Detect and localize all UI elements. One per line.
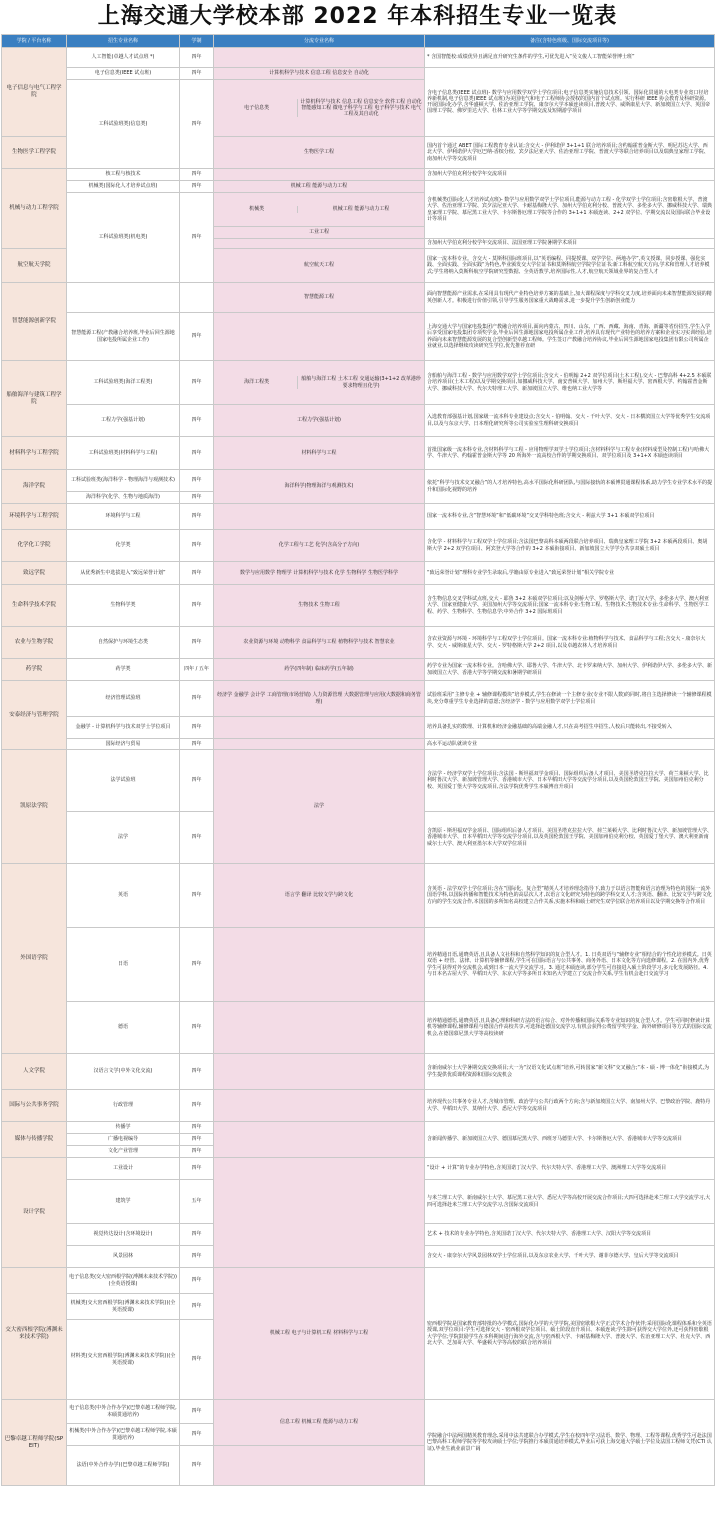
table-row [2, 283, 715, 313]
years-cell: 四年 [180, 1424, 214, 1446]
table-row [2, 169, 715, 181]
major-cell: 金融学 - 计算机科学与技术双学士学位项目 [67, 717, 180, 739]
table-row [2, 659, 715, 681]
years-cell: 四年 [180, 1054, 214, 1090]
years-cell: 四年 [180, 181, 214, 193]
sub-cell: 机械工程 能源与动力工程 [214, 181, 425, 193]
school-cell: 机械与动力工程学院 [2, 169, 67, 249]
major-cell: 海洋科学(化学、生物与地质海洋) [67, 492, 180, 504]
major-cell: 工程力学(强基计划) [67, 405, 180, 437]
note-cell: 国内首个通过 ABET 国际工程教育专业认证;含交大 - 伊利诺伊 3+1+1 联合培养项目;含约翰霍普金斯大学、明尼苏达大学、西北大学、伊利诺伊大学厄巴纳-香槟分校、宾夕法尼亚大学、佐治亚理工学院、普渡大学等联合培养项目以及瑞典皇家理工学院、南加州大学等交流项目 [425, 137, 715, 169]
major-cell: 生物科学类 [67, 585, 180, 627]
years-cell: 四年 [180, 1320, 214, 1400]
years-cell: 四年 [180, 530, 214, 562]
table-row [2, 1400, 715, 1424]
sub-cell: 生物医学工程 [214, 137, 425, 169]
major-cell: 智慧能源工程(产教融合培养班,毕业后回生源地国家电投所属企业工作) [67, 313, 180, 361]
table-row [2, 437, 715, 470]
years-cell: 四年 [180, 1122, 214, 1134]
note-cell: 与米兰理工大学、新南威尔士大学、慕尼黑工业大学、悉尼大学等高校开展交流合作项目;大四可选择赴米兰理工大学交流学习,大四可选择赴米兰理工大学交流学习,含国际交流项目 [425, 1180, 715, 1224]
sub-cell: 计算机科学与技术 信息工程 信息安全 自动化 [214, 68, 425, 80]
sub-cell: 法学 [214, 750, 425, 864]
header-school: 学院 / 平台名称 [2, 35, 67, 48]
table-row [2, 681, 715, 717]
years-cell: 四年 / 五年 [180, 659, 214, 681]
major-cell: 工科试验班类(机电类) [67, 193, 180, 283]
years-cell: 四年 [180, 504, 214, 530]
note-cell: 艺术 + 技术的专业办学特色,含英国诺丁汉大学、代尔夫特大学、香港理工大学、汉阳大学等交流项目 [425, 1224, 715, 1246]
sub-cell: 材料科学与工程 [214, 437, 425, 470]
sub-cell: 化学工程与工艺 化学(含高分子方向) [214, 530, 425, 562]
years-cell: 五年 [180, 1180, 214, 1224]
note-cell: 含凯原 - 斯坦福双学金项目、国际组织后备人才项目、美国圣塔克拉拉大学、荷兰莱顿大学、比利时鲁汶大学、新加坡管理大学、香港城市大学、日本早稻田大学等交流学分项目,以及英国伦敦国王学院、美国加州伯克利分校、英国爱丁堡大学、澳大利亚新南威尔士大学、澳大利亚墨尔本大学双学位项目 [425, 812, 715, 864]
sub-cell [214, 739, 425, 750]
school-cell: 凯原法学院 [2, 750, 67, 864]
sub-cell [214, 1158, 425, 1268]
sub-cell: 工业工程 [214, 227, 425, 239]
years-cell: 四年 [180, 739, 214, 750]
table-row [2, 504, 715, 530]
years-cell: 四年 [180, 80, 214, 169]
sub-cell: 数学与应用数学 物理学 计算机科学与技术 化学 生物科学 生物医学科学 [214, 562, 425, 585]
note-cell: 培养精通日语,通晓英语,且具备人文社科和自然科学知识的复合型人才。1. 日英双语与“辅修专业”相结合的个性化培养模式。日英双语 + 经管、法律、计算机等辅修课程,学生可在国际语言与公共事务、商务外语、日本文化等方向选修课程。2. 在国内外,优秀学生可获得对外交流机会,或到日本一流大学交流学习。3. 通过本硕连读,部分学生可直接进入硕士阶段学习,多元化发展路径。4. 与日本名古屋大学、早稻田大学、东京大学等多所日本知名大学建立了交流合作关系,学生有机会赴日交流学习 [425, 928, 715, 1002]
note-cell: 面向智慧能源产业需求,在采用具有现代产业特色培养方案的基础上,加大课程深度与学科交叉力度,培养面向未来智慧能源发展的精英创新人才。积极进行价值引领,引导学生服务国家重大战略需求,进一步提升学生创新创业能力 [425, 283, 715, 313]
header-sub: 分流专业名称 [214, 35, 425, 48]
major-cell: 经济管理试验班 [67, 681, 180, 717]
note-cell: 含船舶与海洋工程 - 数学与应用数学双学士学位项目;含交大 - 伯明翰 2+2 双学位项目(土木工程),交大 - 巴黎高科 4+2.5 本硕联合培养项目(土木工程)以及学期交换项目,如挪威科技大学、南安普顿大学、加州大学、斯坦福大学、密西根大学、约翰霍普金斯大学、挪威科技大学、代尔夫特理工大学、新加坡国立大学、维也纳工业大学等 [425, 361, 715, 405]
major-cell: 机械类(国际化人才培养试点班) [67, 181, 180, 193]
years-cell: 四年 [180, 812, 214, 864]
major-cell: 工科试验班类(海洋科学 - 物理海洋与观测技术) [67, 470, 180, 492]
years-cell: 四年 [180, 1002, 214, 1054]
sub-cell: 工程力学(强基计划) [214, 405, 425, 437]
note-cell: 含生物信息交叉学科试点班,交大 - 耶鲁 3+2 本硕双学位项目;以及剑桥大学、罗格斯大学、诺丁汉大学、多伦多大学、澳大利亚大学、国家亚健康大学、美国加州大学等交流项目;国家一流本科专业:生物工程、生物技术;生物技术专业:生命科学、生物医学工程、药学、生物科学、生物信息学;中外合作 3+2 国际班项目 [425, 585, 715, 627]
table-row [2, 313, 715, 361]
note-cell: 含新闻传播学、新加坡国立大学、德国慕尼黑大学、西班牙马德里大学、卡尔斯鲁厄大学、香港城市大学等交流项目 [425, 1122, 715, 1158]
school-cell: 安泰经济与管理学院 [2, 681, 67, 750]
years-cell: 四年 [180, 1246, 214, 1268]
note-cell: 含加州大学伯克利分校学年交流项目 [425, 169, 715, 181]
note-cell: 含加州大学伯克利分校学年交流项目、法国亚理工学院暑期学术项目 [425, 239, 715, 249]
sub-cell [214, 48, 425, 68]
table-row [2, 361, 715, 405]
sub-category: 海洋工程类 [244, 379, 270, 386]
years-cell: 四年 [180, 1224, 214, 1246]
note-cell: 依托“科学与技术交叉融合”的人才培养特色,高水平国际化科研团队,与国际接轨的本硕博贯通课程体系,助力学生专业学术水平的提升和国际化视野的培养 [425, 470, 715, 504]
table-row [2, 68, 715, 80]
years-cell: 四年 [180, 1268, 214, 1294]
years-cell: 四年 [180, 313, 214, 361]
table-row [2, 1122, 715, 1134]
years-cell: 四年 [180, 361, 214, 405]
note-cell: 培养现代公共事务专业人才,含城市管理、政治学与公共行政两个方向;含与新加坡国立大学、南加州大学、巴黎政治学院、鹿特丹大学、早稻田大学、莫纳什大学、悉尼大学等交流项目 [425, 1090, 715, 1122]
sub-cell: 信息工程 机械工程 能源与动力工程 [214, 1400, 425, 1446]
years-cell: 四年 [180, 193, 214, 283]
sub-cell [214, 504, 425, 530]
sub-cell: 智慧能源工程 [214, 283, 425, 313]
note-cell: 国家一流本科专业。含交大 - 莫斯科国际班项目,以“英语编程、同提授课、双学学位、两地办学”,英文授课、同步授课、强化实践、全面实践、全面实践“为特色,毕业颁发交大学位证书和莫斯科航空学院学位证书;新工科航空航天方向,学术和管理人才培养模式;学生将纳入莫斯科航空学院研究型数据、全英语教学,培养国际性,人才,航空航天领域业界的复合型人才 [425, 249, 715, 283]
years-cell: 四年 [180, 585, 214, 627]
school-cell: 巴黎卓越工程师学院(SPEIT) [2, 1400, 67, 1486]
header-notes: 备注(含特色班级、国际交流项目等) [425, 35, 715, 48]
table-row [2, 627, 715, 659]
table-header-row [2, 35, 715, 48]
table-row [2, 470, 715, 492]
note-cell: 入选教育部强基计划,国家级一流本科专业建设点;含交大 - 伯明翰、交大 - 千叶大学、交大 - 日本横滨国立大学等优秀学生交流项目,以及与东京大学、日本理化研究所等公司实验室生理科研交换项目 [425, 405, 715, 437]
sub-cell: 生物技术 生物工程 [214, 585, 425, 627]
major-cell: 法学 [67, 812, 180, 864]
note-cell: 培养具备扎实的数理、计算机和经济金融基础的高端金融人才,只在高考招生中招生,人校后只能转出,不接受转入 [425, 717, 715, 739]
years-cell: 四年 [180, 1134, 214, 1146]
sub-cell: 语言学 翻译 比较文学与跨文化 [214, 864, 425, 928]
note-cell: 学院融合中法两国精英教育理念,采用中法共建联合办学模式,学生在校四年学习法语、数学、物理、工程等课程,优秀学生可赴法国巴黎高科工程师学院等学校攻读硕士学位;学院推行本硕贯通培养模式,毕业后可获上海交通大学硕士学位及法国工程师文凭(CTI 认证),毕业生就业前景广阔 [425, 1400, 715, 1486]
note-cell: 试验班采用“主修专业 + 辅修课程模块”培养模式,学生在修读一个主修专业(专业不限人数)的同时,将自主选择修读一个辅修课程模块,充分尊重学生专业选择的意愿;含经济学 - 数学与应用数学双学士学位项目 [425, 681, 715, 717]
table-row [2, 1054, 715, 1090]
note-cell: “致远荣誉计划”理科专业学生录取后,学籍由原专业进入“致远荣誉计划”相关学院专业 [425, 562, 715, 585]
major-cell: 文化产业管理 [67, 1146, 180, 1158]
major-cell: 工科试验班类(海洋工程类) [67, 361, 180, 405]
school-cell: 海洋学院 [2, 470, 67, 504]
note-cell: 国家一流本科专业,含“智慧环境”和“低碳环境”交叉学科特色班;含交大 - 利兹大学 3+1 本硕双学位项目 [425, 504, 715, 530]
school-cell: 航空航天学院 [2, 249, 67, 283]
major-cell: 行政管理 [67, 1090, 180, 1122]
major-cell: 核工程与核技术 [67, 169, 180, 181]
table-row [2, 181, 715, 193]
major-cell: 汉语言文学(中外文化交流) [67, 1054, 180, 1090]
sub-cell [214, 193, 425, 227]
sub-list: 船舶与海洋工程 土木工程 交通运输(3+1+2 改革港珍要求物理且化学) [297, 376, 422, 389]
header-years: 学制 [180, 35, 214, 48]
major-cell: 英语 [67, 864, 180, 928]
sub-cell: 经济学 金融学 会计学 工商管理(市场营销) 人力资源管理 大数据管理与应用(大数据和商务管理) [214, 681, 425, 717]
years-cell: 四年 [180, 1146, 214, 1158]
school-cell: 外国语学院 [2, 864, 67, 1054]
major-cell: 机械类(交大密西根学院(溥渊未来技术学院))(全英语授课) [67, 1294, 180, 1320]
sub-cell [214, 80, 425, 137]
note-cell: “设计 + 计算”的专业办学特色,含英国诺丁汉大学、代尔夫特大学、香港理工大学、澳洲理工大学等交流项目 [425, 1158, 715, 1180]
table-row [2, 48, 715, 68]
school-cell: 环境科学与工程学院 [2, 504, 67, 530]
major-cell: 国际经济与贸易 [67, 739, 180, 750]
major-cell: 德语 [67, 1002, 180, 1054]
sub-cell [214, 1446, 425, 1486]
sub-cell [214, 1002, 425, 1054]
note-cell: 上海交通大学与国家电投集团产教融合培养项目,面向内蒙古、四川、山东、广西、西藏、海南、青海、新疆等省份招生,学生入学后享受国家电投集团专项奖学金,毕业后回生源地国家电投所属企业工作,培养具有现代产业特色的培养方案和企业实习实训经验,培养面向未来智慧能源发展的复合型创新型卓越工程师。学生签订产教融合培养协议,毕业后回生源地国家电投集团有限公司所属企业就业,以选择继续攻读研究生学位,优先推荐直研 [425, 313, 715, 361]
sub-cell [214, 239, 425, 249]
sub-category: 电子信息类 [244, 104, 270, 111]
table-row [2, 1090, 715, 1122]
table-row [2, 405, 715, 437]
years-cell: 四年 [180, 1158, 214, 1180]
major-cell: 风景园林 [67, 1246, 180, 1268]
school-cell: 电子信息与电气工程学院 [2, 48, 67, 137]
school-cell: 国际与公共事务学院 [2, 1090, 67, 1122]
school-cell: 化学化工学院 [2, 530, 67, 562]
major-cell: 电子信息类(交大密西根学院(溥渊未来技术学院))(全英语授课) [67, 1268, 180, 1294]
note-cell: 首批国家级一流本科专业,含材料科学与工程 - 应用物理学双学士学位项目;含材料科学与工程专业(材料成型及控制工程)与哈佛大学、牛津大学、约翰霍普金斯大学等 20 所海外一流高校合作的学期交换项目、双学位项目及 3+1+X 本硕连读项目 [425, 437, 715, 470]
major-cell: 材料类(交大密西根学院(溥渊未来技术学院))(全英语授课) [67, 1320, 180, 1400]
page-title: 上海交通大学校本部 2022 年本科招生专业一览表 [97, 4, 618, 29]
school-cell: 人文学院 [2, 1054, 67, 1090]
note-cell: 含法学 - 经济学双学士学位项目;含法国 - 斯坦福双学金项目、国际组织后备人才项目、美国圣塔克拉拉大学、荷兰莱顿大学、比利时鲁汶大学、新加坡管理大学、香港城市大学、日本早稻田大学等交流学分项目,以及英国伦敦国王学院、美国加州伯克利分校、英国爱丁堡大学等交流项目,含法学院优秀学生本硕博直升项目 [425, 750, 715, 812]
years-cell: 四年 [180, 1446, 214, 1486]
major-cell: 环境科学与工程 [67, 504, 180, 530]
major-cell: 药学类 [67, 659, 180, 681]
school-cell: 生物医学工程学院 [2, 137, 67, 169]
major-cell [67, 283, 180, 313]
years-cell: 四年 [180, 169, 214, 181]
sub-cell: 海洋科学(物理海洋与观测技术) [214, 470, 425, 504]
school-cell: 农业与生物学院 [2, 627, 67, 659]
years-cell: 四年 [180, 470, 214, 492]
table-row [2, 864, 715, 928]
years-cell: 四年 [180, 1294, 214, 1320]
note-cell: 含新南威尔士大学暑期交流交换项目;大一为“汉语文化试点班”培养,可转国家“新文科”交叉融合;“本 - 硕 - 博一体化”衔接模式,为学生提供优质课程资源和国际交流机会 [425, 1054, 715, 1090]
major-cell: 法语(中外合作办学)(巴黎卓越工程师学院) [67, 1446, 180, 1486]
table-row [2, 1158, 715, 1180]
school-cell: 材料科学与工程学院 [2, 437, 67, 470]
major-cell: 机械类(中外合作办学)(巴黎卓越工程师学院,本硕贯通培养) [67, 1424, 180, 1446]
years-cell: 四年 [180, 1090, 214, 1122]
note-cell: * 含国智能校:成绩优异且满足直升研究生条件的学生,可优先进入“吴文俊人工智能荣誉博士班” [425, 48, 715, 68]
years-cell: 四年 [180, 562, 214, 585]
years-cell: 四年 [180, 627, 214, 659]
table-row [2, 562, 715, 585]
years-cell: 四年 [180, 750, 214, 812]
school-cell: 船舶海洋与建筑工程学院 [2, 361, 67, 437]
years-cell: 四年 [180, 681, 214, 717]
table-row [2, 1268, 715, 1294]
school-cell: 设计学院 [2, 1158, 67, 1268]
school-cell: 交大密西根学院(溥渊未来技术学院) [2, 1268, 67, 1400]
years-cell: 四年 [180, 68, 214, 80]
sub-cell [214, 928, 425, 1002]
table-row [2, 739, 715, 750]
school-cell: 生命科学技术学院 [2, 585, 67, 627]
note-cell: 含英语 - 法学双学士学位项目;含在“国际化、复合型”精英人才培养理念指导下,致力于以语言智能和语言治理为特色的国际一流外国语学科,以国际传播和智能技术为特色的高层次人才,以语言文化研究为特色的跨学科交叉人才;含英语、翻译、比较文学与跨文化方向的学生交流合作,本国国的多所知名高校建立合作关系,实施本科和硕士研究生双学位联合培养项目以及学期交换等合作项目 [425, 864, 715, 928]
note-cell: 培养精通德语,通晓英语,且具备心理和科研方法的语言综合、对外传播和国际关系等专业知识的复合型人才。学生可同时修读计算机等辅修课程,辅修课程与德国合作高校共享,可选择赴德国交流学习,有机会获得公费留学奖学金、海外研修项目等方式的国际交流机会,在德国慕尼黑大学等高校读研 [425, 1002, 715, 1054]
years-cell: 四年 [180, 48, 214, 68]
sub-cell: 药学(四年制) 临床药学(五年制) [214, 659, 425, 681]
sub-category: 机械类 [249, 206, 265, 213]
school-cell: 药学院 [2, 659, 67, 681]
years-cell: 四年 [180, 1400, 214, 1424]
header-major: 招生专业名称 [67, 35, 180, 48]
sub-cell [214, 313, 425, 361]
table-row [2, 530, 715, 562]
major-cell: 工科试验班类(信息类) [67, 80, 180, 169]
major-cell: 电子信息类(中外合作办学)(巴黎卓越工程师学院,本硕贯通培养) [67, 1400, 180, 1424]
major-cell: 传播学 [67, 1122, 180, 1134]
major-cell: 视觉传达设计(含环境设计) [67, 1224, 180, 1246]
major-cell: 电子信息类(IEEE 试点班) [67, 68, 180, 80]
years-cell: 四年 [180, 405, 214, 437]
major-cell: 法学试验班 [67, 750, 180, 812]
sub-cell [214, 717, 425, 739]
note-cell: 含电子信息类(IEEE 试点班)- 数学与应用数学双学士学位项目;电子信息类实施信息技术引领、国际化贯通的大电类专业宽口径培养新机制,电子信息类(IEEE 试点班)为美国电气和电子工程师协会授权的国内首个试点班。实行科研 IEEE 协会教育及科研资源。开展国际化办学,含华盛顿大学、佐治亚理工学院、康奈尔大学本硕连读项目,普渡大学、威斯康星大学、新加坡国立大学、英国帝国理工学院、佛罗里达大学、杜林工业大学等学期交流及短期游学项目 [425, 68, 715, 137]
major-cell: 化学类 [67, 530, 180, 562]
sub-cell [214, 1090, 425, 1122]
sub-list: 机械工程 能源与动力工程 [297, 206, 422, 212]
table-row [2, 585, 715, 627]
school-cell: 智慧能源创新学院 [2, 283, 67, 361]
major-cell: 工业设计 [67, 1158, 180, 1180]
sub-cell [214, 169, 425, 181]
note-cell: 含交大 - 康奈尔大学风景园林双学士学位项目,以及东京农业大学、千叶大学、谢菲尔德大学、皇后大学等交流项目 [425, 1246, 715, 1268]
sub-cell: 机械工程 电子与计算机工程 材料科学与工程 [214, 1268, 425, 1400]
years-cell: 四年 [180, 928, 214, 1002]
sub-cell: 航空航天工程 [214, 249, 425, 283]
major-table [1, 34, 715, 1486]
major-cell: 日语 [67, 928, 180, 1002]
school-cell: 媒体与传播学院 [2, 1122, 67, 1158]
years-cell [180, 283, 214, 313]
sub-cell: 农业资源与环境 动物科学 食品科学与工程 植物科学与技术 智慧农业 [214, 627, 425, 659]
note-cell: 高水平运动队就读专业 [425, 739, 715, 750]
sub-cell [214, 1054, 425, 1090]
years-cell: 四年 [180, 717, 214, 739]
years-cell: 四年 [180, 437, 214, 470]
sub-cell [214, 1122, 425, 1158]
note-cell: 密西根学院是国家教育部特批的办学模式,国际化办学的大学学院,美国密歇根大学正式学术合作伙伴;采用国际化课程体系和全英语授课,双学位项目:学生可选择交大 - 密西根双学位项目、硕士阶段直升项目、本硕连读;学生除可获得交大学位外,还可获得密歇根大学学位;学院鼓励学生在本科期间进行海外交流,含与密西根大学、卡耐基梅隆大学、普渡大学、佐治亚理工大学、杜克大学、西北大学、芝加哥大学、华盛顿大学等高校的联合培养项目 [425, 1268, 715, 1400]
major-cell: 人工智能(卓越人才试点班 *) [67, 48, 180, 68]
sub-list: 计算机科学与技术 信息工程 信息安全 软件工程 自动化 智能感知工程 微电子科学与工程 电子科学与技术 电气工程及其自动化 [297, 99, 422, 118]
major-cell: 广播电视编导 [67, 1134, 180, 1146]
sub-cell [214, 361, 425, 405]
major-cell: 建筑学 [67, 1180, 180, 1224]
major-cell: 工科试验班类(材料科学与工程) [67, 437, 180, 470]
note-cell: 含化学 - 材料科学与工程双学士学位项目;含法国巴黎高科本硕两段联合培养项目、瑞典皇家理工学院 3+2 本硕两段项目、奥胡斯大学 2+2 双学位项目、阿宾登大学等合作的 3+2 本硕衔接项目、新加坡国立大学学分共享双硕士项目 [425, 530, 715, 562]
years-cell: 四年 [180, 864, 214, 928]
table-row [2, 928, 715, 1002]
table-row [2, 1002, 715, 1054]
note-cell: 药学专业为国家一流本科专业。含哈佛大学、耶鲁大学、牛津大学、北卡罗来纳大学、加州大学、伊利诺伊大学、多伦多大学、新加坡国立大学、香港大学等学期交流和暑期学研项目 [425, 659, 715, 681]
table-row [2, 717, 715, 739]
years-cell: 四年 [180, 492, 214, 504]
table-row [2, 750, 715, 812]
school-cell: 致远学院 [2, 562, 67, 585]
major-cell: 自然保护与环境生态类 [67, 627, 180, 659]
note-cell: 含农业资源与环境 - 环境科学与工程双学士学位项目。国家一流本科专业:植物科学与技术、食品科学与工程;含交大 - 康奈尔大学、交大 - 威斯康星大学、交大 - 罗特格斯大学 2+2 项目,以及卓越农林人才培养项目 [425, 627, 715, 659]
note-cell: 含机械类(国际化人才培养试点班)- 数学与应用数学双学士学位项目,能源与动力工程 - 化学双学士学位项目;含密歇根大学、普渡大学、佐治亚理工学院、宾夕法尼亚大学、卡耐基梅隆大学、加州大学伯克利分校、普渡大学、多伦多大学、挪威科技大学、瑞典皇家理工学院、慕尼黑工业大学、卡尔斯鲁厄理工学院等合作的 3+1+1 本硕连读、2+2 双学位、学期交流以及国际联合毕业设计等项目 [425, 181, 715, 239]
major-cell: 从优秀新生中选拔进入“致远荣誉计划” [67, 562, 180, 585]
